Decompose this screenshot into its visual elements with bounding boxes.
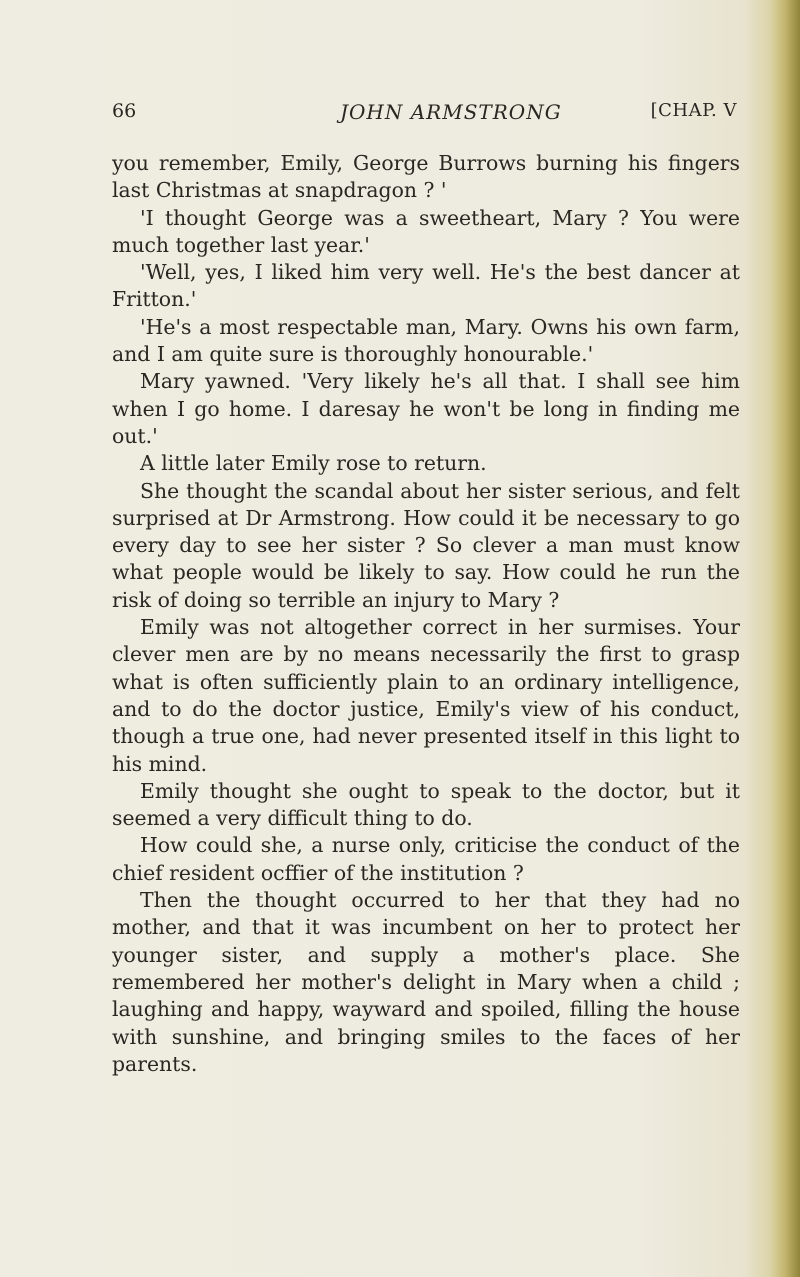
running-title: JOHN ARMSTRONG — [340, 100, 562, 124]
chapter-reference: [CHAP. V — [650, 100, 737, 121]
paragraph: A little later Emily rose to return. — [140, 451, 487, 476]
paragraph: you remember, Emily, George Burrows burning his fingers last Christmas at snapdragon ? ' — [112, 151, 740, 203]
paragraph: 'I thought George was a sweetheart, Mary ? You were much together last year.' — [112, 205, 740, 257]
paragraph: Mary yawned. 'Very likely he's all that. I shall see him when I go home. I daresay he won't be long in finding me out.' — [112, 369, 740, 448]
paragraph: 'He's a most respectable man, Mary. Owns his own farm, and I am quite sure is thoroughly honourable.' — [112, 314, 740, 367]
paragraph: Emily was not altogether correct in her surmises. Your clever men are by no means necessarily the first to grasp what is often sufficiently plain to an ordinary intelligence, and to do the doctor justice, Emily's view of his conduct, though a true one, had never presented itself in this light to his mind. — [112, 615, 740, 776]
paragraph: Then the thought occurred to her that they had no mother, and that it was incumbent on her to protect her younger sister, and supply a mother's place. She remembered her mother's delight in Mary when a child ; laughing and happy, wayward and spoiled, filling the house with sunshine, and bringing smiles to the faces of her parents. — [112, 888, 740, 1076]
paragraph: Emily thought she ought to speak to the doctor, but it seemed a very difficult thing to do. — [112, 778, 740, 831]
page-edge-shadow — [770, 0, 800, 1277]
paragraph: 'Well, yes, I liked him very well. He's the best dancer at Fritton.' — [112, 260, 740, 312]
body-text — [112, 150, 740, 1078]
paragraph: She thought the scandal about her sister serious, and felt surprised at Dr Armstrong. How could it be necessary to go every day to see her sister ? So clever a man must know what people would be likely to say. How could he run the risk of doing so terrible an injury to Mary ? — [112, 478, 740, 612]
page-number: 66 — [112, 100, 137, 122]
running-header — [112, 100, 737, 130]
paragraph: How could she, a nurse only, criticise the conduct of the chief resident ocffier of the institution ? — [112, 833, 740, 885]
